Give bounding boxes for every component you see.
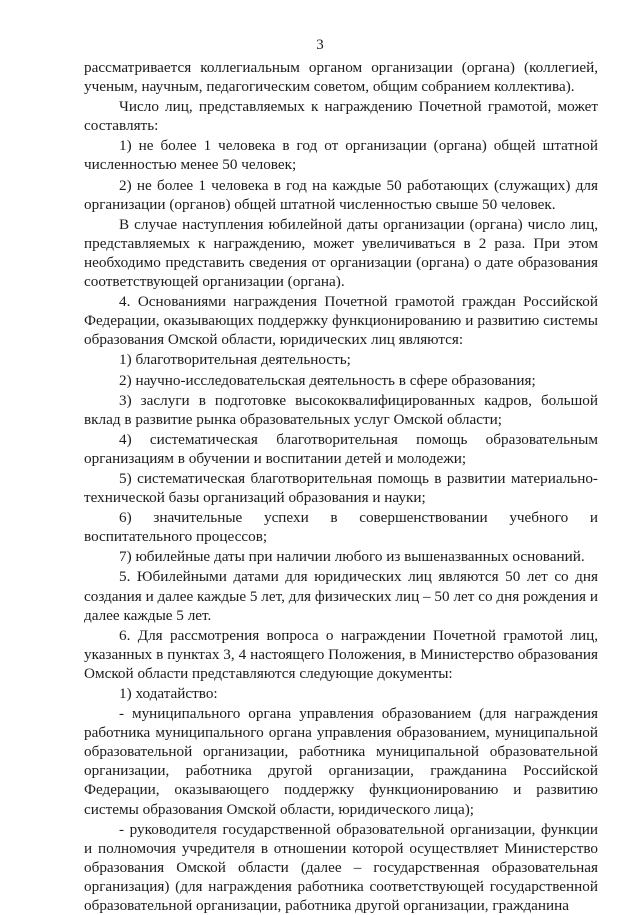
list-item-award-count-1: 1) не более 1 человека в год от организации (органа) общей штатной численностью менее 50 человек;	[84, 137, 598, 174]
paragraph-section-5: 5. Юбилейными датами для юридических лиц являются 50 лет со дня создания и далее каждые 5 лет, для физических лиц – 50 лет со дня рождения и далее каждые 5 лет.	[84, 568, 598, 624]
list-item-grounds-3: 3) заслуги в подготовке высококвалифицированных кадров, большой вклад в развитие рынка образовательных услуг Омской области;	[84, 391, 598, 428]
list-item-award-count-2: 2) не более 1 человека в год на каждые 50 работающих (служащих) для организации (органов) общей штатной численностью свыше 50 человек.	[84, 176, 598, 213]
paragraph-section-6: 6. Для рассмотрения вопроса о награждении Почетной грамотой лиц, указанных в пунктах 3, 4 настоящего Положения, в Министерство образования Омской области представляются следующие документы:	[84, 626, 598, 682]
paragraph-section-4: 4. Основаниями награждения Почетной грамотой граждан Российской Федерации, оказывающих поддержку функционированию и развитию системы образования Омской области, юридических лиц являются:	[84, 293, 598, 349]
list-item-grounds-2: 2) научно-исследовательская деятельность в сфере образования;	[119, 371, 536, 389]
paragraph-continuation: рассматривается коллегиальным органом организации (органа) (коллегией, ученым, научным, педагогическим советом, общим собранием коллектива).	[84, 59, 598, 96]
list-item-petition-state: - руководителя государственной образовательной организации, функции и полномочия учредителя в отношении которой осуществляет Министерство образования Омской области (далее – государственная образовательная организация) (для награждения работника соответствующей государственной образовательной организации, работника другой организации, гражданина	[84, 820, 598, 915]
list-item-documents-1: 1) ходатайство:	[119, 685, 218, 702]
page-number: 3	[316, 37, 324, 53]
list-item-grounds-6: 6) значительные успехи в совершенствовании учебного и воспитательного процессов;	[84, 509, 598, 546]
list-item-grounds-1: 1) благотворительная деятельность;	[119, 351, 351, 369]
list-item-grounds-5: 5) систематическая благотворительная помощь в развитии материально-технической базы организаций образования и науки;	[84, 469, 598, 507]
document-body	[84, 58, 598, 915]
paragraph-award-count-intro: Число лиц, представляемых к награждению Почетной грамотой, может составлять:	[84, 98, 598, 135]
list-item-petition-municipal: - муниципального органа управления образованием (для награждения работника муниципального органа управления образованием, муниципальной образовательной организации, работника муниципальной образовательной организации, работника другой организации, гражданина Российской Федерации, оказывающего поддержку функционированию и развитию системы образования Омской области, юридического лица);	[84, 705, 598, 818]
list-item-grounds-7: 7) юбилейные даты при наличии любого из вышеназванных оснований.	[119, 548, 585, 566]
paragraph-anniversary-note: В случае наступления юбилейной даты организации (органа) число лиц, представляемых к награждению, может увеличиваться в 2 раза. При этом необходимо представить сведения от организации (органа) о дате образования соответствующей организации (органа).	[84, 215, 598, 291]
list-item-grounds-4: 4) систематическая благотворительная помощь образовательным организациям в обучении и воспитании детей и молодежи;	[84, 430, 598, 467]
